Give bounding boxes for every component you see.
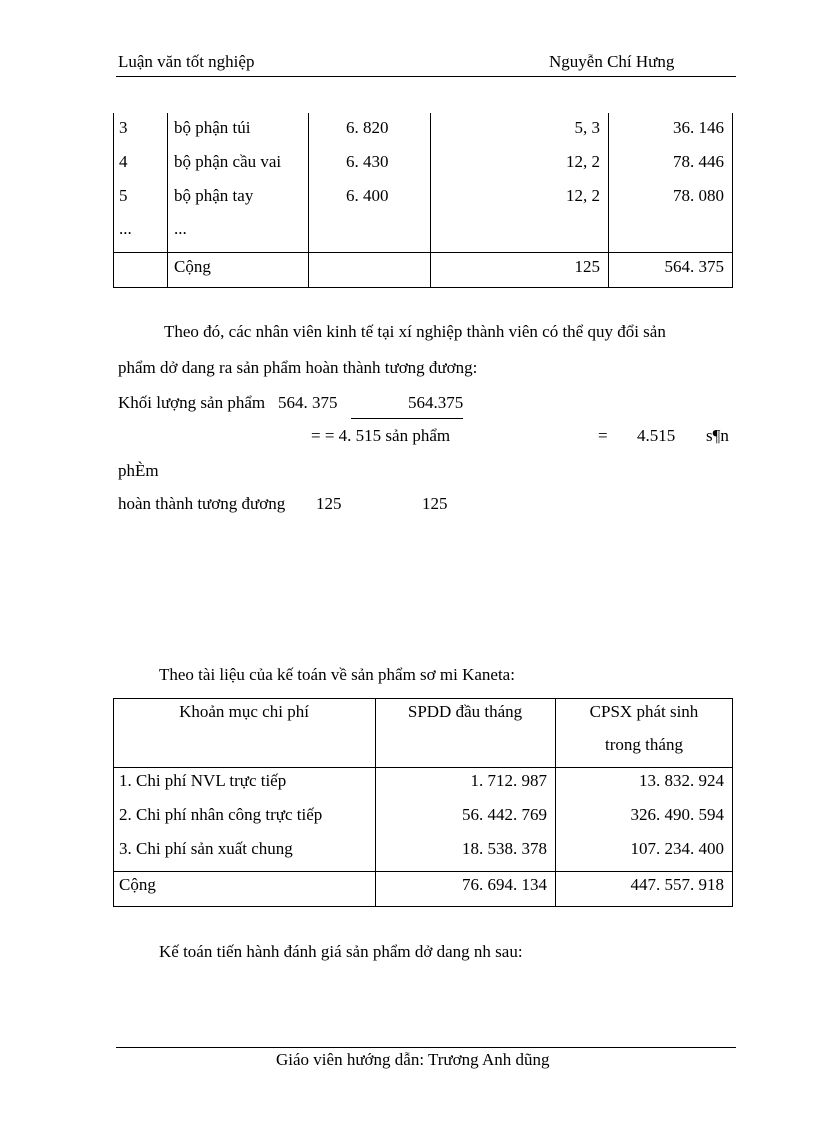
parts-table bbox=[113, 113, 733, 288]
header-period-cost: CPSX phát sinh bbox=[589, 702, 699, 721]
formula-numerator-value: 564. 375 bbox=[278, 393, 338, 412]
row-part-name: bộ phận tay bbox=[174, 186, 254, 205]
formula-result: = = 4. 515 sản phẩm bbox=[311, 426, 451, 445]
row-part-name: ... bbox=[174, 219, 187, 238]
formula-numerator-value-2: 564.375 bbox=[408, 393, 464, 412]
table-border-bottom bbox=[113, 906, 733, 907]
table-border-right bbox=[732, 113, 733, 288]
total-col4-value: 125 bbox=[574, 257, 600, 276]
cost-item-label: 1. Chi phí NVL trực tiếp bbox=[119, 771, 287, 790]
header-period-cost-line2: trong tháng bbox=[605, 735, 683, 754]
formula-denominator-value: 125 bbox=[316, 494, 342, 513]
row-col4-value: 12, 2 bbox=[566, 152, 600, 171]
table-border-left bbox=[113, 113, 114, 288]
period-cost-value: 107. 234. 400 bbox=[630, 839, 724, 858]
period-cost-value: 13. 832. 924 bbox=[639, 771, 724, 790]
table-total-divider bbox=[113, 871, 733, 872]
row-col3-value: 6. 400 bbox=[346, 186, 389, 205]
formula-equals-sign: = bbox=[598, 426, 608, 445]
table-col-divider bbox=[608, 113, 609, 288]
table-col-divider bbox=[308, 113, 309, 288]
formula-numerator-label: Khối lượng sản phẩm bbox=[118, 393, 266, 412]
row-number: 5 bbox=[119, 186, 128, 205]
total-col5-value: 564. 375 bbox=[664, 257, 724, 276]
row-col5-value: 78. 446 bbox=[673, 152, 724, 171]
total-period-cost: 447. 557. 918 bbox=[630, 875, 724, 894]
paragraph-line: Kế toán tiến hành đánh giá sản phẩm dở dang nh sau: bbox=[159, 942, 523, 961]
row-part-name: bộ phận cầu vai bbox=[174, 152, 282, 171]
table-border-top bbox=[113, 698, 733, 699]
total-opening-wip: 76. 694. 134 bbox=[462, 875, 547, 894]
cost-table bbox=[113, 698, 733, 907]
table-border-left bbox=[113, 698, 114, 907]
header-opening-wip: SPDD đầu tháng bbox=[407, 702, 523, 721]
table-border-right bbox=[732, 698, 733, 907]
paragraph-line: Theo đó, các nhân viên kinh tế tại xí nghiệp thành viên có thể quy đổi sản bbox=[164, 322, 666, 341]
row-col3-value: 6. 820 bbox=[346, 118, 389, 137]
opening-wip-value: 56. 442. 769 bbox=[462, 805, 547, 824]
period-cost-value: 326. 490. 594 bbox=[630, 805, 724, 824]
formula-result-value: 4.515 bbox=[637, 426, 676, 445]
table-header-divider bbox=[113, 767, 733, 768]
footer-supervisor: Giáo viên hướng dẫn: Trương Anh dũng bbox=[276, 1050, 550, 1069]
total-label: Cộng bbox=[119, 875, 156, 894]
formula-denominator-value-2: 125 bbox=[422, 494, 448, 513]
cost-item-label: 3. Chi phí sản xuất chung bbox=[119, 839, 293, 858]
cost-item-label: 2. Chi phí nhân công trực tiếp bbox=[119, 805, 323, 824]
row-number: 3 bbox=[119, 118, 128, 137]
header-divider bbox=[116, 76, 736, 77]
formula-result-unit: s¶n bbox=[706, 426, 729, 445]
paragraph-line: Theo tài liệu của kế toán về sản phẩm sơ mi Kaneta: bbox=[159, 665, 515, 684]
footer-divider bbox=[116, 1047, 736, 1048]
table-total-divider bbox=[113, 252, 733, 253]
row-part-name: bộ phận túi bbox=[174, 118, 251, 137]
row-col4-value: 12, 2 bbox=[566, 186, 600, 205]
formula-denominator-label: hoàn thành tương đương bbox=[118, 494, 286, 513]
row-col5-value: 78. 080 bbox=[673, 186, 724, 205]
header-cost-item: Khoản mục chi phí bbox=[179, 702, 309, 721]
formula-unit-wrap: phÈm bbox=[118, 461, 159, 480]
table-border-bottom bbox=[113, 287, 733, 288]
header-left-title: Luận văn tốt nghiệp bbox=[118, 52, 255, 71]
fraction-bar bbox=[351, 418, 463, 419]
table-col-divider bbox=[167, 113, 168, 288]
row-number: 4 bbox=[119, 152, 128, 171]
opening-wip-value: 1. 712. 987 bbox=[470, 771, 547, 790]
paragraph-line: phẩm dở dang ra sản phẩm hoàn thành tương đương: bbox=[118, 358, 478, 377]
total-label: Cộng bbox=[174, 257, 211, 276]
opening-wip-value: 18. 538. 378 bbox=[462, 839, 547, 858]
table-col-divider bbox=[430, 113, 431, 288]
row-col3-value: 6. 430 bbox=[346, 152, 389, 171]
row-number: ... bbox=[119, 219, 132, 238]
row-col4-value: 5, 3 bbox=[574, 118, 600, 137]
header-author: Nguyễn Chí Hưng bbox=[549, 52, 675, 71]
row-col5-value: 36. 146 bbox=[673, 118, 724, 137]
